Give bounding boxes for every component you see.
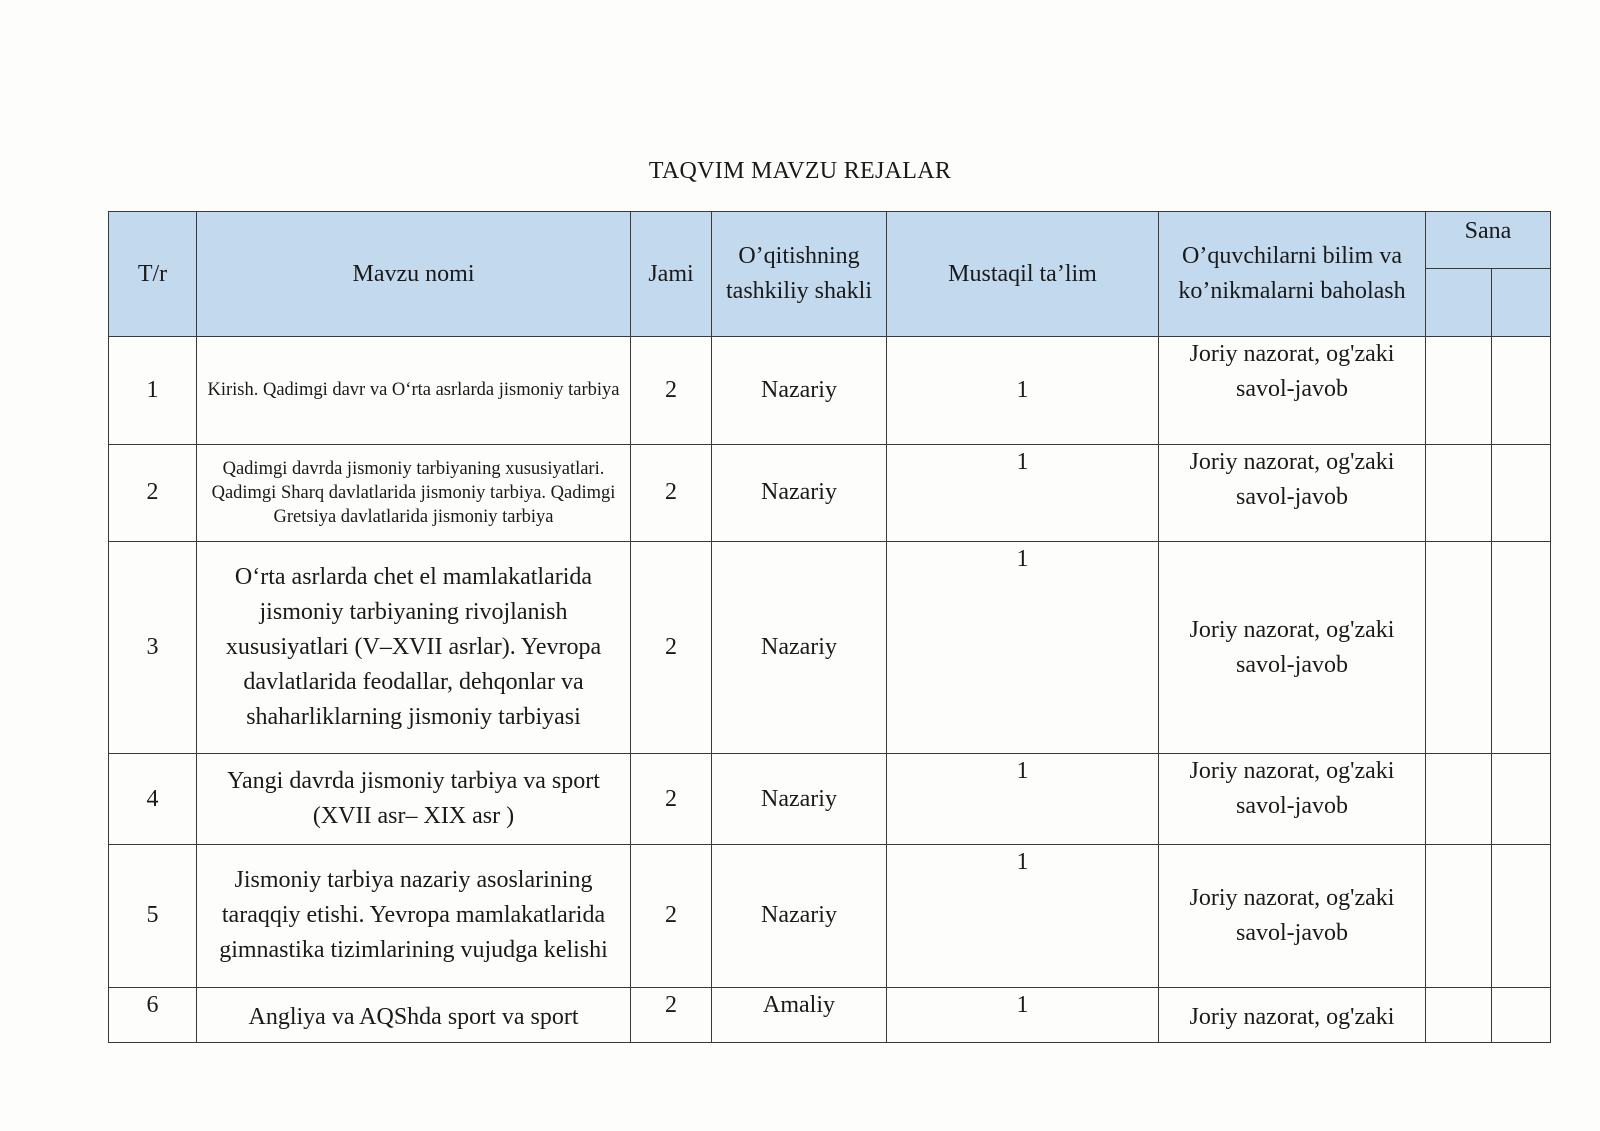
row-date-1 bbox=[1426, 844, 1492, 987]
row-form: Nazariy bbox=[712, 444, 887, 542]
header-total: Jami bbox=[631, 212, 712, 337]
row-form: Amaliy bbox=[712, 987, 887, 1042]
row-date-2 bbox=[1492, 754, 1551, 845]
table-row bbox=[109, 844, 1551, 987]
page-title: TAQVIM MAVZU REJALAR bbox=[648, 158, 952, 184]
row-assessment: Joriy nazorat, og'zaki savol-javob bbox=[1159, 337, 1426, 445]
row-date-2 bbox=[1492, 987, 1551, 1042]
row-number: 1 bbox=[109, 337, 197, 445]
row-form: Nazariy bbox=[712, 542, 887, 754]
row-date-1 bbox=[1426, 337, 1492, 445]
table-row bbox=[109, 337, 1551, 445]
row-total: 2 bbox=[631, 754, 712, 845]
row-assessment: Joriy nazorat, og'zaki savol-javob bbox=[1159, 444, 1426, 542]
row-topic: O‘rta asrlarda chet el mamlakatlarida jismoniy tarbiyaning rivojlanish xususiyatlari (V–XVII asrlar). Yevropa davlatlarida feodallar, dehqonlar va shaharliklarning jismoniy tarbiyasi bbox=[197, 542, 631, 754]
header-form: O’qitishning tashkiliy shakli bbox=[712, 212, 887, 337]
header-topic: Mavzu nomi bbox=[197, 212, 631, 337]
row-number: 3 bbox=[109, 542, 197, 754]
row-independent: 1 bbox=[887, 542, 1159, 754]
row-total: 2 bbox=[631, 444, 712, 542]
row-topic: Qadimgi davrda jismoniy tarbiyaning xususiyatlari. Qadimgi Sharq davlatlarida jismoniy tarbiya. Qadimgi Gretsiya davlatlarida jismoniy tarbiya bbox=[197, 444, 631, 542]
row-topic: Kirish. Qadimgi davr va O‘rta asrlarda jismoniy tarbiya bbox=[197, 337, 631, 445]
row-date-1 bbox=[1426, 444, 1492, 542]
table-header bbox=[109, 212, 1551, 337]
row-number: 6 bbox=[109, 987, 197, 1042]
row-independent: 1 bbox=[887, 337, 1159, 445]
header-date: Sana bbox=[1426, 212, 1551, 269]
row-date-2 bbox=[1492, 337, 1551, 445]
row-form: Nazariy bbox=[712, 844, 887, 987]
row-date-2 bbox=[1492, 542, 1551, 754]
row-date-1 bbox=[1426, 987, 1492, 1042]
header-tr: T/r bbox=[109, 212, 197, 337]
table-row bbox=[109, 542, 1551, 754]
calendar-plan-table bbox=[108, 211, 1551, 1043]
row-independent: 1 bbox=[887, 844, 1159, 987]
row-date-2 bbox=[1492, 444, 1551, 542]
row-assessment: Joriy nazorat, og'zaki bbox=[1159, 987, 1426, 1042]
row-assessment: Joriy nazorat, og'zaki savol-javob bbox=[1159, 754, 1426, 845]
row-number: 5 bbox=[109, 844, 197, 987]
table-row bbox=[109, 754, 1551, 845]
row-form: Nazariy bbox=[712, 337, 887, 445]
header-date-sub-1 bbox=[1426, 269, 1492, 337]
row-total: 2 bbox=[631, 987, 712, 1042]
header-date-sub-2 bbox=[1492, 269, 1551, 337]
row-topic: Angliya va AQShda sport va sport bbox=[197, 987, 631, 1042]
row-topic: Jismoniy tarbiya nazariy asoslarining taraqqiy etishi. Yevropa mamlakatlarida gimnastika tizimlarining vujudga kelishi bbox=[197, 844, 631, 987]
row-date-1 bbox=[1426, 542, 1492, 754]
row-number: 2 bbox=[109, 444, 197, 542]
row-form: Nazariy bbox=[712, 754, 887, 845]
row-assessment: Joriy nazorat, og'zaki savol-javob bbox=[1159, 542, 1426, 754]
row-topic: Yangi davrda jismoniy tarbiya va sport (XVII asr– XIX asr ) bbox=[197, 754, 631, 845]
row-total: 2 bbox=[631, 542, 712, 754]
row-date-2 bbox=[1492, 844, 1551, 987]
header-independent: Mustaqil ta’lim bbox=[887, 212, 1159, 337]
row-assessment: Joriy nazorat, og'zaki savol-javob bbox=[1159, 844, 1426, 987]
row-number: 4 bbox=[109, 754, 197, 845]
row-independent: 1 bbox=[887, 987, 1159, 1042]
row-total: 2 bbox=[631, 337, 712, 445]
table-row bbox=[109, 987, 1551, 1042]
row-total: 2 bbox=[631, 844, 712, 987]
row-date-1 bbox=[1426, 754, 1492, 845]
row-independent: 1 bbox=[887, 444, 1159, 542]
table-row bbox=[109, 444, 1551, 542]
row-independent: 1 bbox=[887, 754, 1159, 845]
header-assessment: O’quvchilarni bilim va ko’nikmalarni baholash bbox=[1159, 212, 1426, 337]
